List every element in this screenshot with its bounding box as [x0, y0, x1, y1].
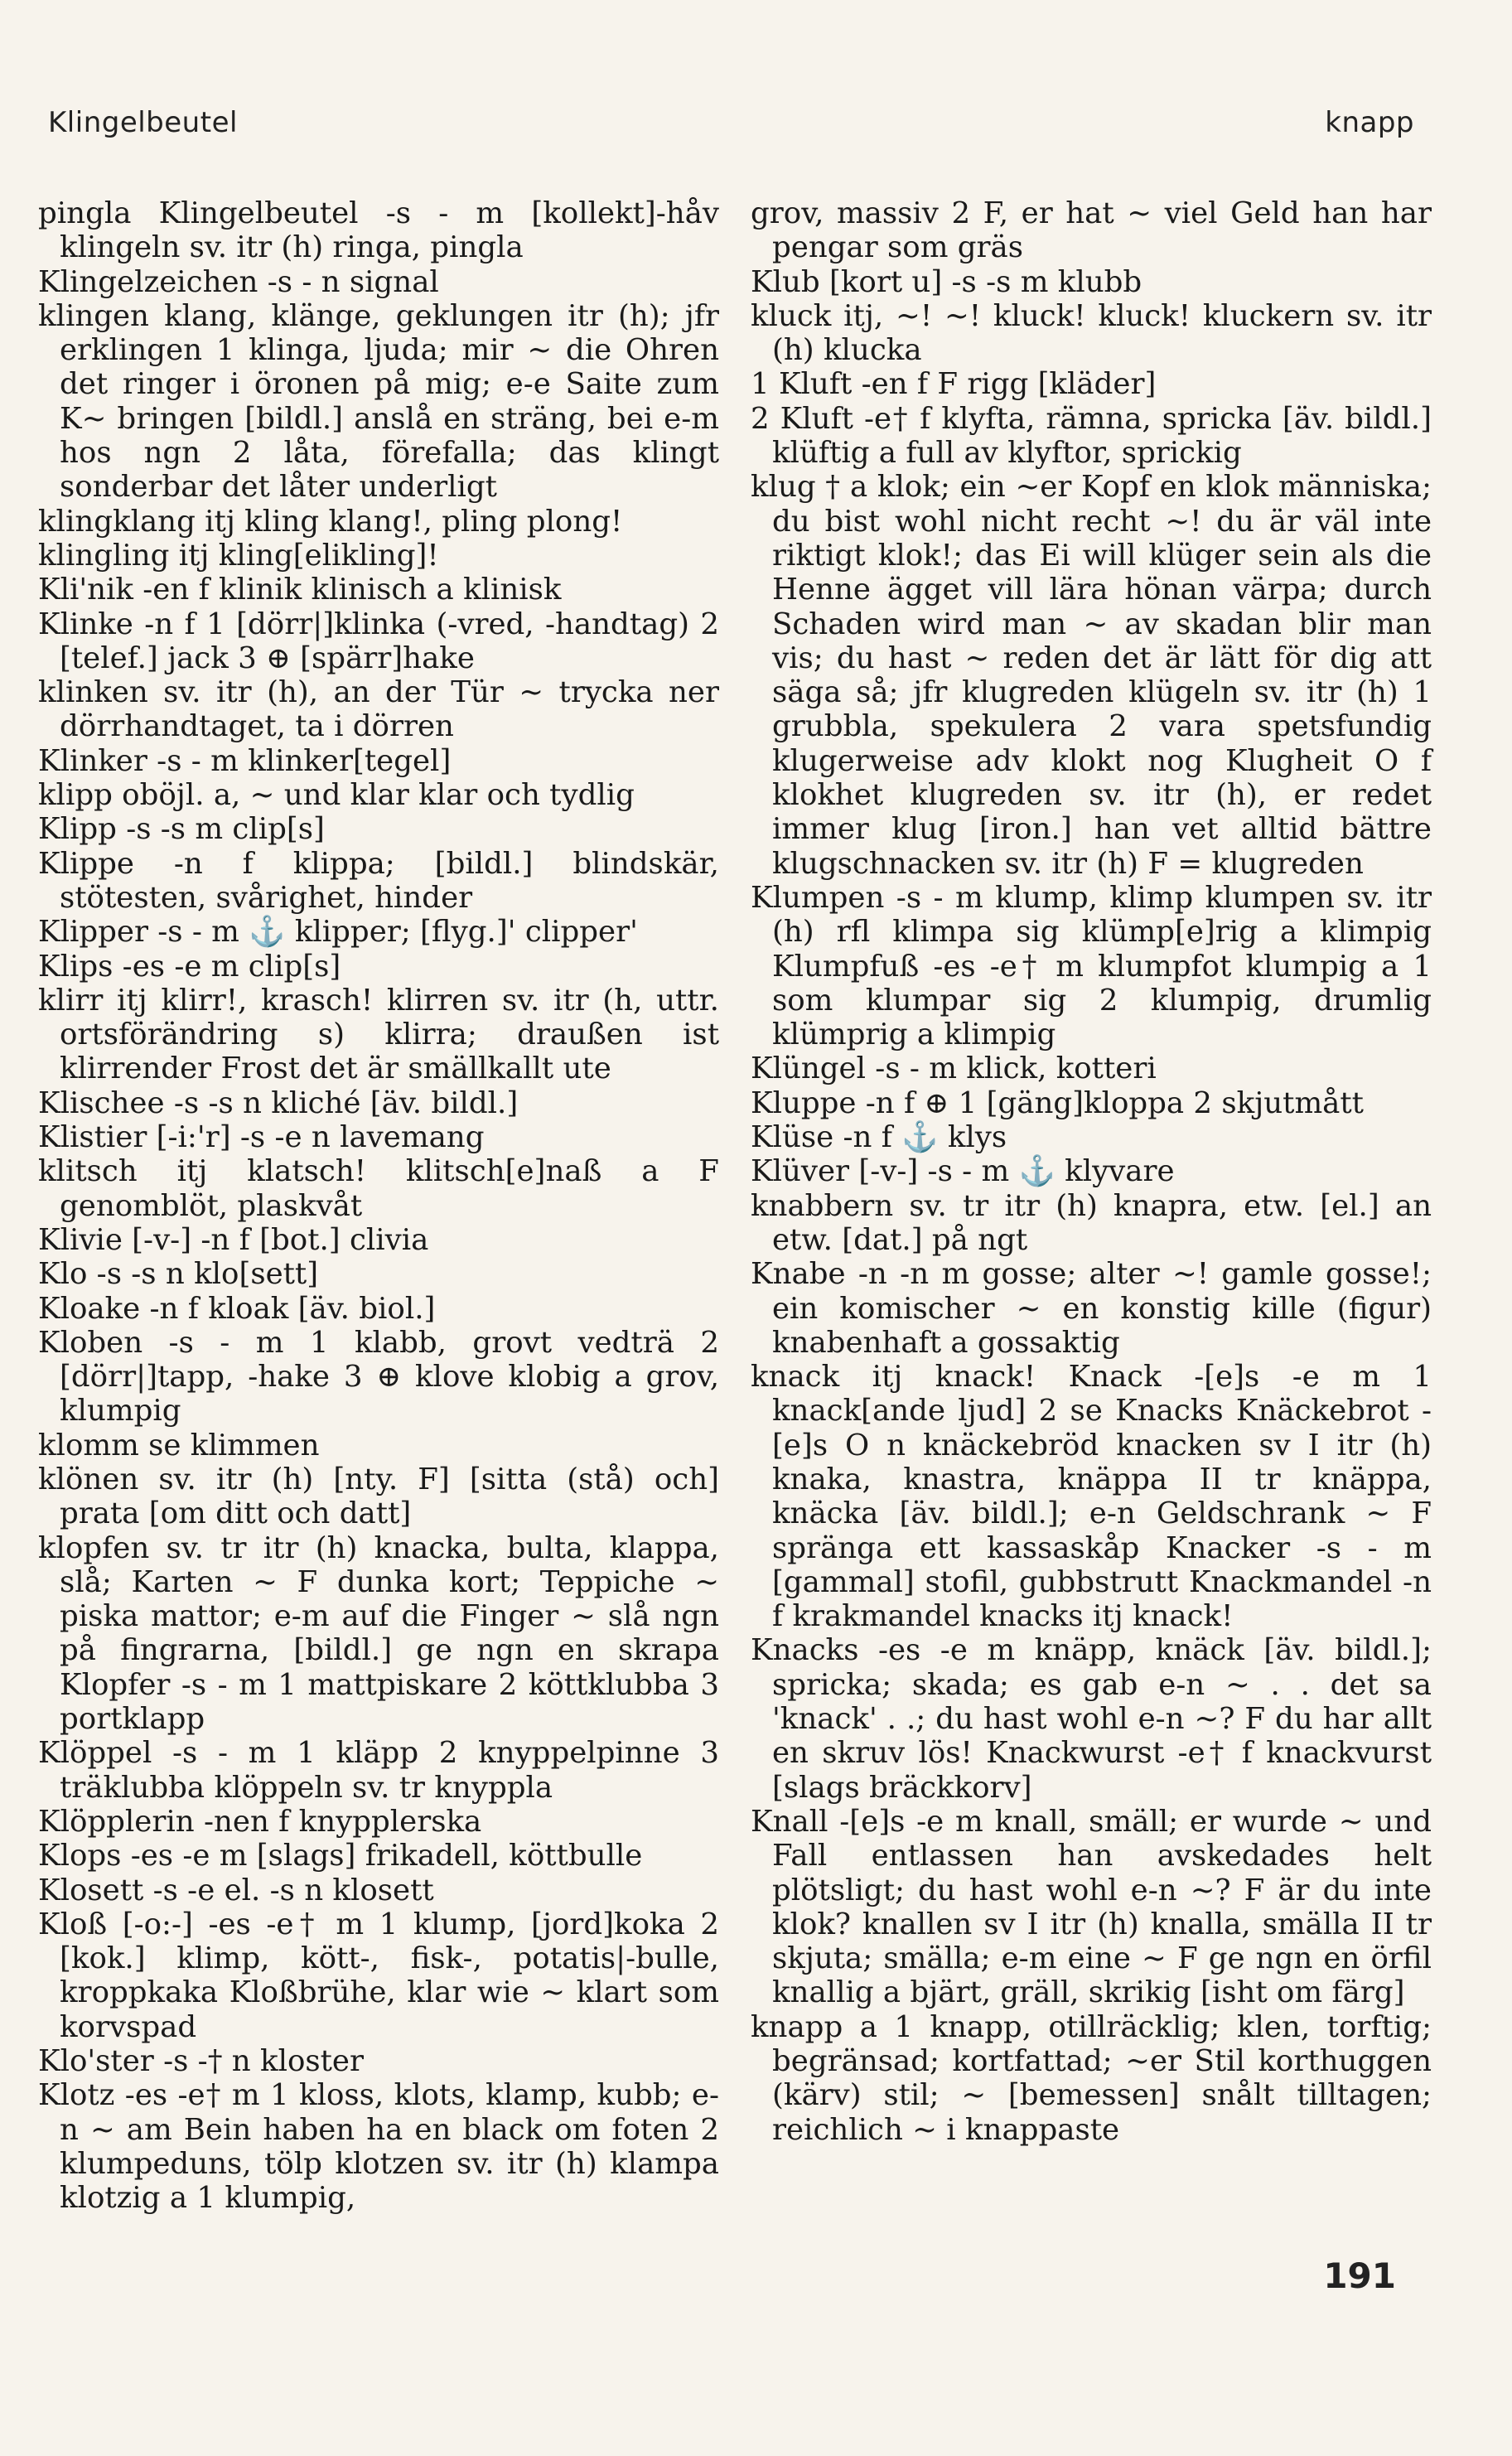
dictionary-entry: Klosett -s -e el. -s n klosett [38, 1873, 434, 1907]
dictionary-entry: Klotz -es -e† m 1 kloss, klots, klamp, kubb; e-n ~ am Bein haben ha en black om foten 2 klumpeduns, tölp klotzen sv. itr (h) klampa klotzig a 1 klumpig, [38, 2078, 719, 2216]
dictionary-entry: Klivie [-v-] -n f [bot.] clivia [38, 1222, 429, 1257]
dictionary-entry: Kluppe -n f ⊕ 1 [gäng]kloppa 2 skjutmått [751, 1085, 1364, 1120]
left-column [38, 196, 719, 2216]
dictionary-entry: klingklang itj kling klang!, pling plong! [38, 504, 623, 539]
dictionary-entry: klitsch itj klatsch! klitsch[e]naß a F genomblöt, plaskvåt [38, 1154, 719, 1223]
dictionary-entry: klönen sv. itr (h) [nty. F] [sitta (stå) och] prata [om ditt och datt] [38, 1462, 719, 1531]
dictionary-entry: Klöppel -s - m 1 kläpp 2 knyppelpinne 3 träklubba klöppeln sv. tr knyppla [38, 1736, 719, 1805]
right-column [751, 196, 1432, 2147]
dictionary-entry: Klumpen -s - m klump, klimp klumpen sv. itr (h) rfl klimpa sig klümp[e]rig a klimpig Klumpfuß -es -e† m klumpfot klumpig a 1 som klumpar sig 2 klumpig, drumlig klümprig a klimpig [751, 880, 1432, 1052]
dictionary-entry: Klüngel -s - m klick, kotteri [751, 1052, 1157, 1086]
dictionary-entry: Klingelzeichen -s - n signal [38, 264, 439, 299]
dictionary-entry: kluck itj, ~! ~! kluck! kluck! kluckern sv. itr (h) klucka [751, 298, 1432, 368]
dictionary-entry: klipp oböjl. a, ~ und klar klar och tydlig [38, 778, 635, 813]
dictionary-entry: klirr itj klirr!, krasch! klirren sv. itr (h, uttr. ortsförändring s) klirra; draußen ist klirrender Frost det är smällkallt ute [38, 983, 719, 1086]
dictionary-entry: Klippe -n f klippa; [bildl.] blindskär, stötesten, svårighet, hinder [38, 846, 719, 915]
dictionary-entry: knabbern sv. tr itr (h) knapra, etw. [el.] an etw. [dat.] på ngt [751, 1188, 1432, 1257]
dictionary-entry: Klops -es -e m [slags] frikadell, köttbulle [38, 1839, 643, 1873]
dictionary-entry: pingla Klingelbeutel -s - m [kollekt]-håv klingeln sv. itr (h) ringa, pingla [38, 196, 719, 265]
dictionary-entry: Kli'nik -en f klinik klinisch a klinisk [38, 573, 562, 607]
dictionary-entry: grov, massiv 2 F, er hat ~ viel Geld han har pengar som gräs [751, 196, 1432, 265]
dictionary-entry: knapp a 1 knapp, otillräcklig; klen, torftig; begränsad; kortfattad; ~er Stil korthuggen (kärv) stil; ~ [bemessen] snålt tilltagen; reichlich ~ i knappaste [751, 2009, 1432, 2147]
dictionary-entry: klomm se klimmen [38, 1428, 320, 1462]
running-head-left: Klingelbeutel [48, 106, 238, 139]
dictionary-entry: Klistier [-i:'r] -s -e n lavemang [38, 1120, 485, 1155]
dictionary-entry: 1 Kluft -en f F rigg [kläder] [751, 367, 1157, 402]
dictionary-entry: Klinker -s - m klinker[tegel] [38, 743, 452, 778]
dictionary-entry: Klischee -s -s n kliché [äv. bildl.] [38, 1085, 519, 1120]
dictionary-entry: Klipp -s -s m clip[s] [38, 812, 325, 847]
dictionary-entry: Klöpplerin -nen f knypplerska [38, 1804, 482, 1839]
dictionary-entry: Klüse -n f ⚓ klys [751, 1120, 1007, 1155]
dictionary-entry: Klo -s -s n klo[sett] [38, 1257, 319, 1292]
dictionary-entry: Klub [kort u] -s -s m klubb [751, 264, 1142, 299]
dictionary-entry: klopfen sv. tr itr (h) knacka, bulta, klappa, slå; Karten ~ F dunka kort; Teppiche ~ piska mattor; e-m auf die Finger ~ slå ngn på fingrarna, [bildl.] ge ngn en skrapa Klopfer -s - m 1 mattpiskare 2 köttklubba 3 portklapp [38, 1530, 719, 1737]
dictionary-entry: klinken sv. itr (h), an der Tür ~ trycka ner dörrhandtaget, ta i dörren [38, 675, 719, 744]
dictionary-entry: 2 Kluft -e† f klyfta, rämna, spricka [äv. bildl.] klüftig a full av klyftor, sprickig [751, 401, 1432, 471]
dictionary-entry: Klipper -s - m ⚓ klipper; [flyg.]' clipper' [38, 915, 638, 950]
dictionary-entry: Knall -[e]s -e m knall, smäll; er wurde ~ und Fall entlassen han avskedades helt plötsligt; du hast wohl e-n ~? F är du inte klok? knallen sv I itr (h) knalla, smälla II tr skjuta; smälla; e-m eine ~ F ge ngn en örfil knallig a bjärt, gräll, skrikig [isht om färg] [751, 1804, 1432, 2010]
dictionary-entry: Klinke -n f 1 [dörr|]klinka (-vred, -handtag) 2 [telef.] jack 3 ⊕ [spärr]hake [38, 607, 719, 675]
page-number: 191 [1323, 2255, 1396, 2296]
dictionary-entry: klingling itj kling[elikling]! [38, 538, 439, 573]
dictionary-entry: klug † a klok; ein ~er Kopf en klok människa; du bist wohl nicht recht ~! du är väl inte riktigt klok!; das Ei will klüger sein als die Henne ägget vill lära hönan värpa; durch Schaden wird man ~ av skadan blir man vis; du hast ~ reden det är lätt för dig att säga så; jfr klugreden klügeln sv. itr (h) 1 grubbla, spekulera 2 vara spetsfundig klugerweise adv klokt nog Klugheit O f klokhet klugreden sv. itr (h), er redet immer klug [iron.] han vet alltid bättre klugschnacken sv. itr (h) F = klugreden [751, 470, 1432, 881]
dictionary-entry: Klüver [-v-] -s - m ⚓ klyvare [751, 1154, 1175, 1189]
dictionary-entry: Knabe -n -n m gosse; alter ~! gamle gosse!; ein komischer ~ en konstig kille (figur) knabenhaft a gossaktig [751, 1257, 1432, 1360]
dictionary-entry: Kloß [-o:-] -es -e† m 1 klump, [jord]koka 2 [kok.] klimp, kött-, fisk-, potatis|-bulle, kroppkaka Kloßbrühe, klar wie ~ klart som korvspad [38, 1907, 719, 2044]
dictionary-entry: Kloben -s - m 1 klabb, grovt vedträ 2 [dörr|]tapp, -hake 3 ⊕ klove klobig a grov, klumpig [38, 1325, 719, 1429]
dictionary-entry: Kloake -n f kloak [äv. biol.] [38, 1291, 436, 1326]
dictionary-entry: Klips -es -e m clip[s] [38, 949, 341, 984]
dictionary-entry: Klo'ster -s -† n kloster [38, 2044, 364, 2079]
running-head-right: knapp [1325, 106, 1414, 139]
dictionary-entry: knack itj knack! Knack -[e]s -e m 1 knack[ande ljud] 2 se Knacks Knäckebrot -[e]s O n knäckebröd knacken sv I itr (h) knaka, knastra, knäppa II tr knäppa, knäcka [äv. bildl.]; e-n Geldschrank ~ F spränga ett kassaskåp Knacker -s - m [gammal] stofil, gubbstrutt Knackmandel -n f krakmandel knacks itj knack! [751, 1360, 1432, 1634]
dictionary-entry: klingen klang, klänge, geklungen itr (h); jfr erklingen 1 klinga, ljuda; mir ~ die Ohren det ringer i öronen på mig; e-e Saite zum K~ bringen [bildl.] anslå en sträng, bei e-m hos ngn 2 låta, förefalla; das klingt sonderbar det låter underligt [38, 298, 719, 505]
dictionary-entry: Knacks -es -e m knäpp, knäck [äv. bildl.]; spricka; skada; es gab e-n ~ . . det sa 'knack' . .; du hast wohl e-n ~? F du har allt en skruv lös! Knackwurst -e† f knackvurst [slags bräckkorv] [751, 1633, 1432, 1805]
